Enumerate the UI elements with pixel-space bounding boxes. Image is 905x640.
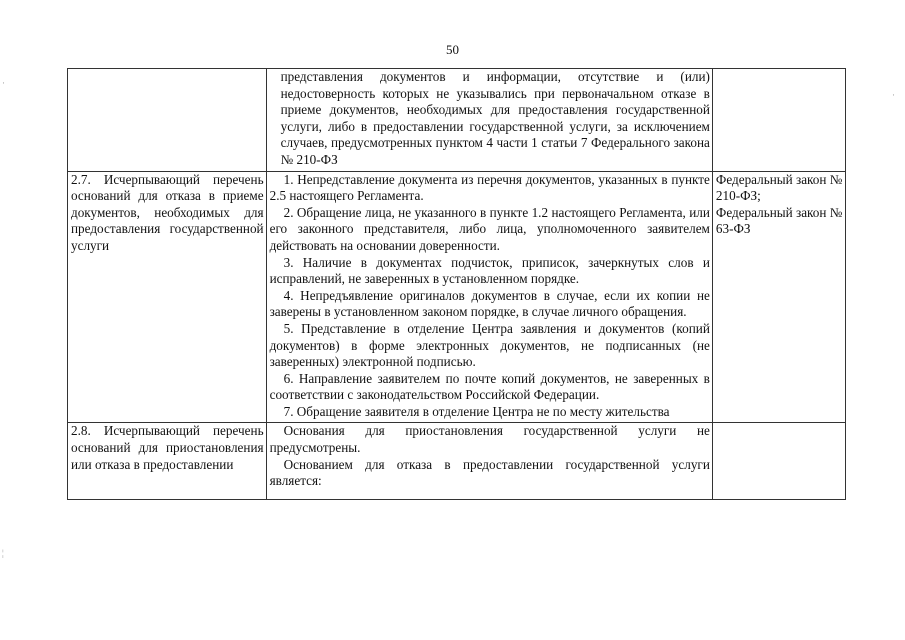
list-item: Основания для приостановления государственной услуги не предусмотрены. [269, 423, 710, 456]
row-content-cell [266, 69, 712, 172]
regulation-table [67, 68, 846, 500]
page-number: 50 [446, 42, 459, 57]
list-item: 3. Наличие в документах подчисток, приписок, зачеркнутых слов и исправлений, не заверенных в установленном порядке. [269, 254, 710, 287]
content-paragraph: представления документов и информации, отсутствие и (или) недостоверность которых не указывались при первоначальном отказе в приеме документов, необходимых для предоставления государственной услуги, либо в предоставлении государственной услуги, за исключением случаев, предусмотренных пунктом 4 части 1 статьи 7 Федерального закона № 210-ФЗ [280, 69, 710, 167]
law-reference: Федеральный закон № 63-ФЗ [715, 204, 843, 237]
row-label-cell [68, 69, 267, 172]
row-content-cell [266, 423, 712, 500]
row-label-cell [68, 171, 267, 423]
table-row [68, 69, 846, 172]
list-item: Основанием для отказа в предоставлении государственной услуги является: [269, 456, 710, 489]
row-label-cell [68, 423, 267, 500]
row-content-cell [266, 171, 712, 423]
law-reference: Федеральный закон № 210-ФЗ; [715, 171, 843, 204]
scan-mark: ¦ [2, 548, 4, 558]
list-item: 4. Непредъявление оригиналов документов в случае, если их копии не заверены в установленном законом порядке, в случае личного обращения. [269, 287, 710, 320]
list-item: 6. Направление заявителем по почте копий документов, не заверенных в соответствии с законодательством Российской Федерации. [269, 370, 710, 403]
row-law-cell [712, 423, 845, 500]
row-label-text: 2.8. Исчерпывающий перечень оснований для приостановления или отказа в предоставлении [71, 423, 264, 472]
table-row [68, 423, 846, 500]
list-item: 7. Обращение заявителя в отделение Центра не по месту жительства [283, 403, 670, 419]
table-row [68, 171, 846, 423]
scan-mark: · [892, 90, 895, 100]
row-law-cell [712, 171, 845, 423]
list-item: 1. Непредставление документа из перечня документов, указанных в пункте 2.5 настоящего Регламента. [269, 171, 710, 204]
list-item: 5. Представление в отделение Центра заявления и документов (копий документов) в форме электронных документов, не подписанных (не заверенных) электронной подписью. [269, 320, 710, 370]
row-law-cell [712, 69, 845, 172]
row-label-text: 2.7. Исчерпывающий перечень оснований для отказа в приеме документов, необходимых для предоставления государственной услуги [71, 171, 264, 253]
scan-mark: · [2, 78, 5, 88]
list-item: 2. Обращение лица, не указанного в пункте 1.2 настоящего Регламента, или его законного представителя, либо лица, уполномоченного заявителем действовать на основании доверенности. [269, 204, 710, 253]
